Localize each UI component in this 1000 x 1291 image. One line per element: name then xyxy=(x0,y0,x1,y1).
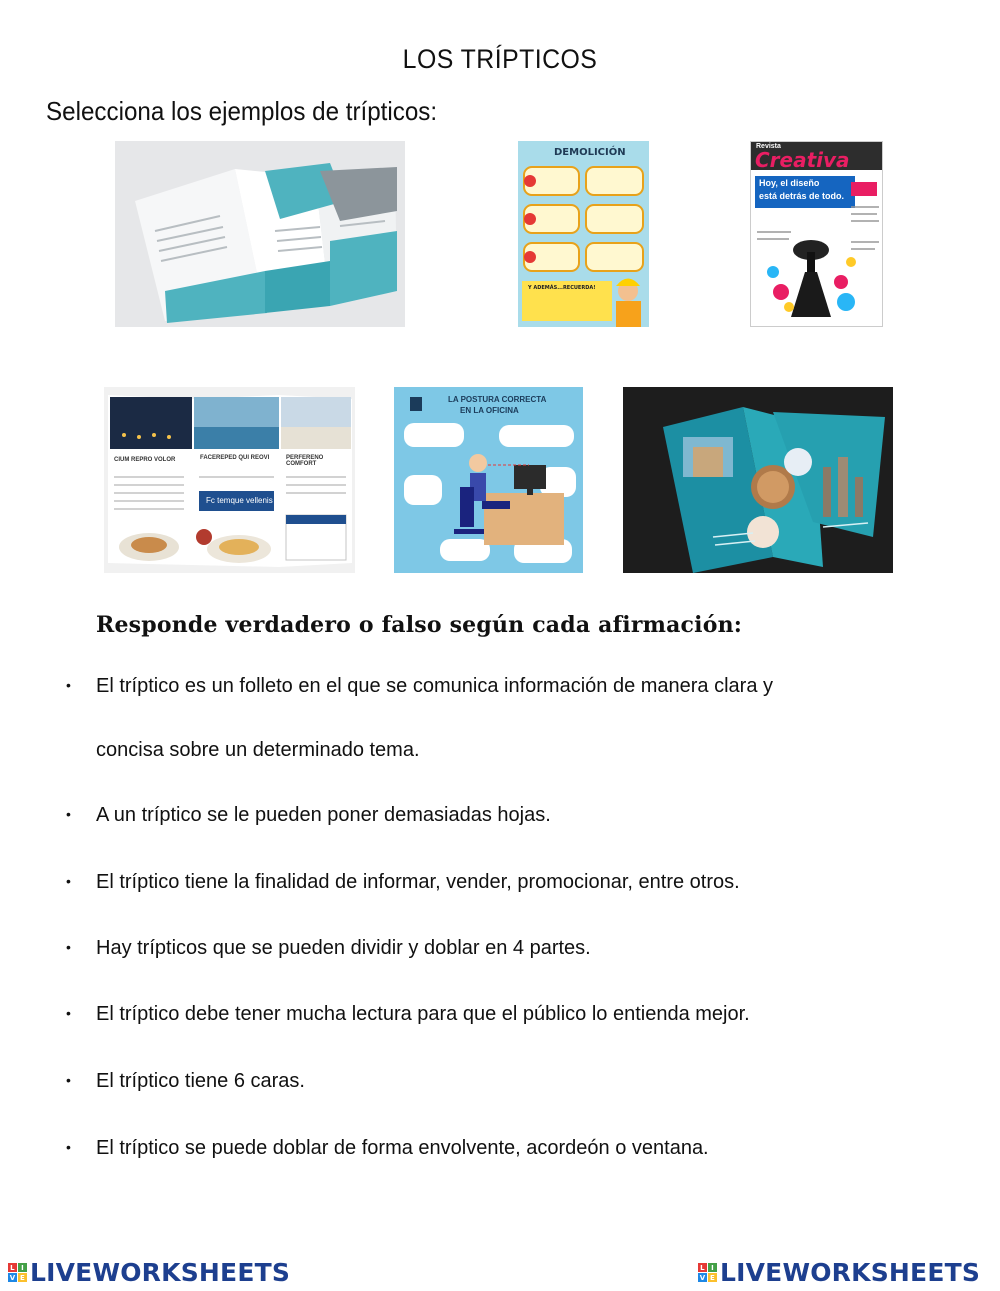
hotel-banner: Fc temque vellenis xyxy=(206,496,273,505)
bullet-icon: • xyxy=(66,1139,71,1155)
instruction-select: Selecciona los ejemplos de trípticos: xyxy=(46,96,438,126)
brand-name: LIVEWORKSHEETS xyxy=(30,1258,291,1287)
statement-4-text: Hay trípticos que se pueden dividir y doblar en 4 partes. xyxy=(96,937,591,959)
image-postura-infographic[interactable] xyxy=(394,387,583,573)
revista-headline-1: Hoy, el diseño xyxy=(759,178,820,188)
statement-6 xyxy=(66,1049,305,1113)
image-revista-creativa[interactable] xyxy=(750,141,883,327)
logo-letter-i: I xyxy=(708,1263,717,1272)
statement-3 xyxy=(66,850,740,914)
demolicion-title: DEMOLICIÓN xyxy=(554,147,626,158)
image-teal-brochure[interactable] xyxy=(115,141,405,327)
statement-4 xyxy=(66,916,591,980)
bullet-icon: • xyxy=(66,677,71,693)
hotel-brochure-illustration xyxy=(104,387,355,573)
postura-title-2: EN LA OFICINA xyxy=(460,406,519,415)
postura-illustration xyxy=(394,387,583,573)
brand-name: LIVEWORKSHEETS xyxy=(720,1258,981,1287)
statement-5 xyxy=(66,982,750,1046)
brand-footer-right[interactable] xyxy=(698,1258,980,1287)
statement-1-continued xyxy=(66,718,420,782)
logo-letter-l: L xyxy=(698,1263,707,1272)
revista-label: Revista xyxy=(756,143,781,150)
statement-6-text: El tríptico tiene 6 caras. xyxy=(96,1070,305,1092)
statement-7-text: El tríptico se puede doblar de forma envolvente, acordeón o ventana. xyxy=(96,1137,709,1159)
logo-letter-v: V xyxy=(699,1273,706,1282)
image-hotel-brochure[interactable] xyxy=(104,387,355,573)
image-demolicion-infographic[interactable] xyxy=(518,141,649,327)
postura-title-1: LA POSTURA CORRECTA xyxy=(448,395,547,404)
demolicion-illustration xyxy=(518,141,649,327)
bullet-icon: • xyxy=(66,806,71,822)
revista-illustration xyxy=(751,142,883,327)
statement-7 xyxy=(66,1116,709,1180)
statement-5-text: El tríptico debe tener mucha lectura para que el público lo entienda mejor. xyxy=(96,1003,750,1025)
hotel-col2-heading: FACEREPED QUI REOVI xyxy=(200,455,270,461)
bullet-icon: • xyxy=(66,939,71,955)
bullet-icon: • xyxy=(66,1072,71,1088)
statement-3-text: El tríptico tiene la finalidad de informar, vender, promocionar, entre otros. xyxy=(96,871,740,893)
hotel-col3-heading: PERFERENO COMFORT xyxy=(286,455,324,467)
logo-letter-v: V xyxy=(9,1273,16,1282)
brand-footer-left[interactable] xyxy=(8,1258,290,1287)
statement-2-text: A un tríptico se le pueden poner demasiadas hojas. xyxy=(96,804,551,826)
statement-1 xyxy=(66,654,773,718)
travel-brochure-illustration xyxy=(623,387,893,573)
hotel-col1-heading: CIUM REPRO VOLOR xyxy=(114,457,176,463)
revista-headline-2: está detrás de todo. xyxy=(759,191,845,201)
statement-1-text: El tríptico es un folleto en el que se comunica información de manera clara y xyxy=(96,675,774,697)
page-title: LOS TRÍPTICOS xyxy=(402,44,598,74)
logo-letter-e: E xyxy=(708,1273,717,1282)
teal-brochure-illustration xyxy=(115,141,405,327)
logo-letter-e: E xyxy=(18,1273,27,1282)
revista-title: Creativa xyxy=(755,148,850,172)
logo-letter-i: I xyxy=(18,1263,27,1272)
bullet-icon: • xyxy=(66,1005,71,1021)
question-heading: Responde verdadero o falso según cada afirmación: xyxy=(96,612,743,638)
image-travel-brochure[interactable] xyxy=(623,387,893,573)
bullet-icon: • xyxy=(66,873,71,889)
statement-2 xyxy=(66,783,551,847)
statement-1-text-cont: concisa sobre un determinado tema. xyxy=(96,739,420,761)
demolicion-footer: Y ADEMÁS...RECUERDA! xyxy=(528,285,596,291)
brand-logo-icon xyxy=(698,1263,717,1282)
logo-letter-l: L xyxy=(8,1263,17,1272)
brand-logo-icon xyxy=(8,1263,27,1282)
